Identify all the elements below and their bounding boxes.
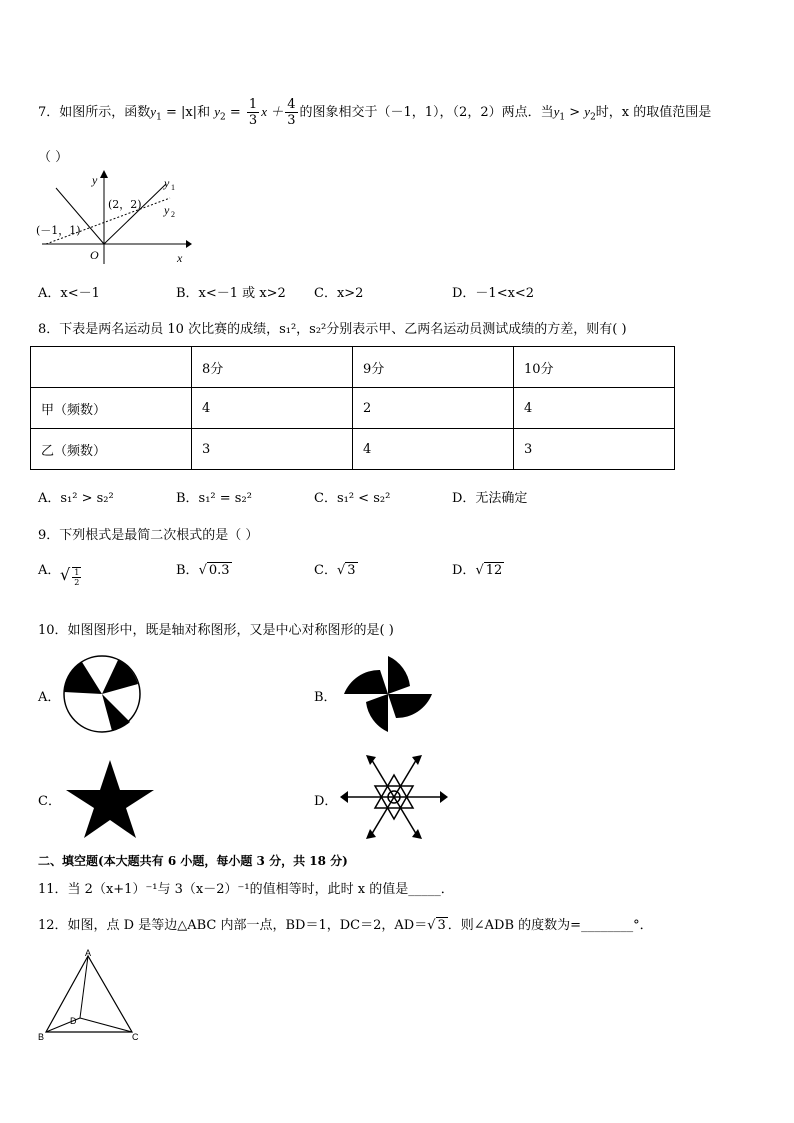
q7-stem: 7．如图所示，函数$y_1 = |x|$和 $y_2$ = $\frac{1}{3}$ x ＋ $\frac{4}{3}$ 的图象相交于（－1，1），（2，2）两点．当$y_1 > y_2$时，x 的取值范围是 (38, 97, 712, 128)
label-a: A (85, 948, 92, 958)
q9-option-d[interactable]: D．√ 12 (452, 563, 503, 578)
q7-frac1-den: 3 (248, 113, 258, 128)
q9-option-a-label: A． (38, 563, 61, 578)
q12-radicand: 3 (437, 918, 446, 933)
tip-right (440, 791, 448, 803)
q7-y1-sub: 1 (156, 112, 162, 123)
segment-cd (80, 1018, 132, 1032)
tip-left (340, 791, 348, 803)
label-b: B (38, 1032, 45, 1042)
q7-text-c: 时，x 的取值范围是 (595, 105, 712, 120)
q7-eq: = (225, 105, 245, 120)
table-cell: 8分 (192, 347, 353, 388)
graph-label-x: x (177, 251, 183, 265)
graph-label-y2: y (164, 203, 170, 217)
graph-point-2-2: (2，2) (108, 198, 142, 211)
q9-stem: 9．下列根式是最简二次根式的是（ ） (38, 528, 259, 543)
q7-frac2-den: 3 (287, 113, 296, 128)
q10-figure-d[interactable] (340, 754, 448, 840)
table-cell: 3 (192, 429, 353, 470)
q8-option-b[interactable]: B．s₁² = s₂² (176, 491, 252, 506)
q7-number: 7． (38, 105, 60, 120)
q11-stem: 11．当 2（x+1）⁻¹与 3（x－2）⁻¹的值相等时，此时 x 的值是_____． (38, 882, 454, 897)
q9-option-a-radical: √ $\frac{1}{2}$ (60, 565, 80, 587)
q9-option-d-label: D． (452, 563, 476, 578)
q7-frac2 (285, 97, 297, 128)
pinwheel-blade-1 (388, 656, 410, 694)
table-cell: 乙（频数） (31, 429, 192, 470)
q8-option-c[interactable]: C．s₁² < s₂² (314, 491, 391, 506)
q9-a-den: 2 (74, 577, 80, 587)
q7-text-b: 的图象相交于（－1，1），（2，2）两点．当 (299, 105, 554, 120)
q7-option-b[interactable]: B．x<－1 或 x>2 (176, 286, 286, 301)
q7-cond: > (565, 105, 585, 120)
table-header-row (31, 347, 675, 388)
graph-point-neg1-1: (－1，1) (36, 224, 81, 237)
q9-option-c[interactable]: C．√ 3 (314, 563, 356, 578)
graph-label-y1-sub: 1 (171, 183, 175, 192)
q7-option-a[interactable]: A．x<－1 (38, 286, 100, 301)
q7-frac2-num: 4 (287, 97, 296, 112)
table-row (31, 429, 675, 470)
q7-y1: y (150, 104, 157, 119)
pinwheel-blade-4 (344, 670, 388, 694)
q8-table (30, 346, 675, 470)
x-axis-arrow (186, 240, 192, 248)
y-axis-arrow (100, 170, 108, 178)
graph-label-y: y (92, 173, 98, 187)
table-cell: 9分 (353, 347, 514, 388)
q7-y2: y (214, 104, 220, 119)
q12-triangle (36, 946, 146, 1044)
q7-frac1 (247, 97, 259, 128)
q10-option-d-label[interactable]: D． (314, 794, 338, 809)
segment-ad (80, 956, 88, 1018)
table-cell: 4 (192, 388, 353, 429)
snowflake-group (348, 757, 440, 837)
section-2-title: 二、填空题(本大题共有 6 小题，每小题 3 分，共 18 分) (38, 854, 348, 868)
q7-paren: （ ） (38, 150, 69, 165)
q7-graph (34, 168, 194, 268)
q10-option-b-label[interactable]: B． (314, 690, 337, 705)
q10-figure-b[interactable] (338, 652, 438, 736)
q8-option-d[interactable]: D．无法确定 (452, 491, 528, 506)
q10-stem: 10．如图图形中，既是轴对称图形，又是中心对称图形的是( ) (38, 623, 394, 638)
q12-text-b: ．则∠ADB 的度数为=________°． (447, 918, 653, 933)
label-d: D (70, 1016, 77, 1026)
table-cell: 4 (514, 388, 675, 429)
q7-frac1-num: 1 (248, 97, 258, 112)
table-cell: 4 (353, 429, 514, 470)
q7-y2-sub: 2 (220, 112, 226, 123)
graph-label-o: O (90, 248, 99, 262)
q7-x-plus: x ＋ (261, 104, 284, 119)
pinwheel-blade-2 (388, 694, 432, 718)
graph-label-y1: y (164, 176, 170, 190)
q9-option-a[interactable] (38, 559, 60, 578)
q9-c-radicand: 3 (347, 563, 356, 578)
table-cell: 3 (514, 429, 675, 470)
q7-he: 和 (197, 105, 211, 120)
q7-eq-abs: = |x| (161, 105, 198, 120)
q9-option-c-label: C． (314, 563, 337, 578)
q10-option-a-label[interactable]: A． (38, 690, 61, 705)
table-cell: 甲（频数） (31, 388, 192, 429)
q7-text-a: 如图所示，函数 (59, 105, 151, 120)
q10-figure-a[interactable] (60, 652, 144, 736)
table-cell: 10分 (514, 347, 675, 388)
q9-a-num: 1 (74, 567, 80, 577)
q7-option-d[interactable]: D．－1<x<2 (452, 286, 535, 301)
q10-figure-c[interactable] (62, 758, 158, 838)
q9-d-radicand: 12 (485, 563, 503, 578)
q9-option-b-label: B． (176, 563, 199, 578)
q9-b-radicand: 0.3 (208, 563, 230, 578)
five-point-star (66, 760, 154, 838)
label-c: C (132, 1032, 139, 1042)
q12-text-a: 12．如图，点 D 是等边△ABC 内部一点，BD＝1，DC＝2，AD＝ (38, 918, 428, 933)
pinwheel-group (344, 656, 432, 732)
q8-stem: 8．下表是两名运动员 10 次比赛的成绩，s₁²，s₂²分别表示甲、乙两名运动员测试成绩的方差，则有( ) (38, 322, 627, 337)
q9-option-b[interactable]: B．√ 0.3 (176, 563, 230, 578)
q10-option-c-label[interactable]: C． (38, 794, 61, 809)
q7-option-c[interactable]: C．x>2 (314, 286, 364, 301)
graph-label-y2-sub: 2 (171, 210, 175, 219)
table-row (31, 388, 675, 429)
q12-stem: 12．如图，点 D 是等边△ABC 内部一点，BD＝1，DC＝2，AD＝√ 3 ．则∠ADB 的度数为=________°． (38, 918, 653, 933)
y1-right-branch (104, 184, 166, 244)
table-cell (31, 347, 192, 388)
table-cell: 2 (353, 388, 514, 429)
pinwheel-blade-3 (366, 694, 388, 732)
q8-option-a[interactable]: A．s₁² > s₂² (38, 491, 114, 506)
